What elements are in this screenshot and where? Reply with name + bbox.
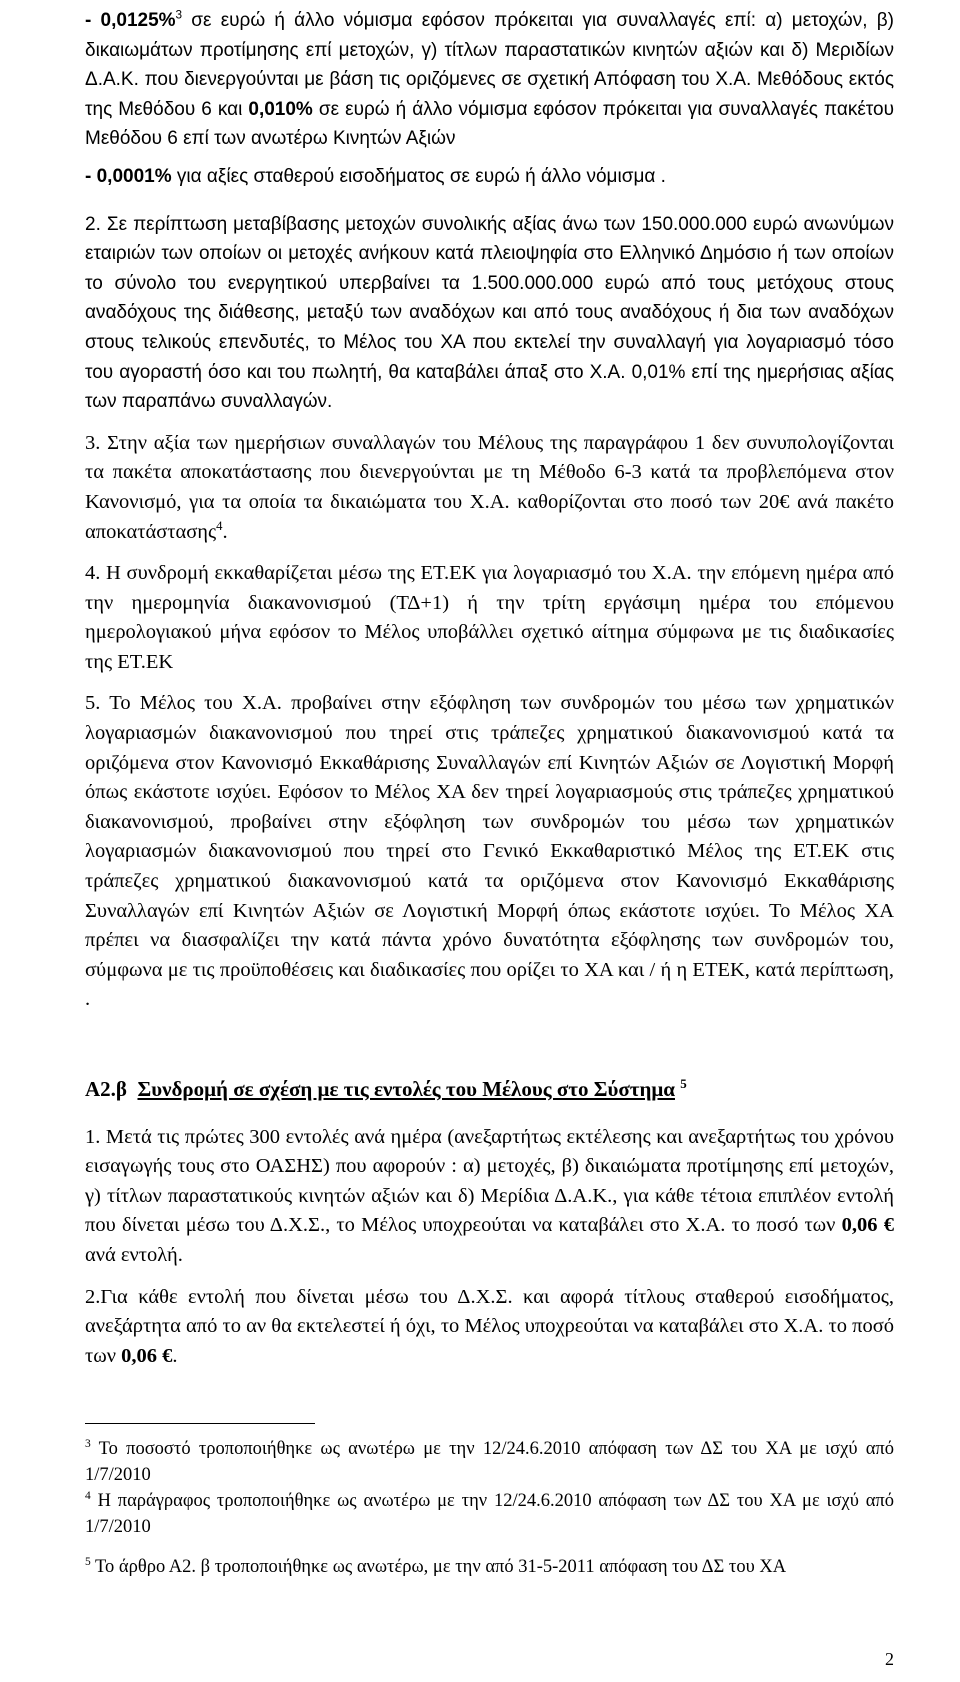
text-run: 2.Για κάθε εντολή που δίνεται μέσω του Δ.Χ.Σ. και αφορά τίτλους σταθερού εισοδήματος, ανεξάρτητα από το αν θα εκτελεστεί ή όχι, το Μέλος υποχρεούται να καταβάλει στο Χ.Α. το ποσό των: [85, 1285, 894, 1367]
text-run: σε ευρώ ή άλλο νόμισμα εφόσον πρόκειται για συναλλαγές επί: α) μετοχών, β) δικαιωμάτων προτίμησης επί μετοχών, γ) τίτλων παραστατικών κινητών αξιών και δ) Μεριδίων Δ.Α.Κ. που διενεργούνται με βάση τις οριζόμενες σε σχετική Απόφαση του Χ.Α. Μεθόδους εκτός της Μεθόδου 6 και: [85, 10, 894, 120]
footnote-ref-3[interactable]: 3: [175, 8, 183, 22]
text-run: ανά εντολή.: [85, 1243, 183, 1266]
paragraph-4: 4. Η συνδρομή εκκαθαρίζεται μέσω της ΕΤ.ΕΚ για λογαριασμό του Χ.Α. την επόμενη ημέρα από την ημερομηνία διακανονισμού (ΤΔ+1) ή την τρίτη εργάσιμη ημέρα του επόμενου ημερολογιακού μήνα εφόσον το Μέλος υποβάλλει σχετικό αίτημα σύμφωνα με τις διαδικασίες της ΕΤ.ΕΚ: [85, 562, 894, 673]
section-heading: [85, 1075, 894, 1105]
section-paragraph-2: [85, 1283, 894, 1372]
footnote-text: Το ποσοστό τροποποιήθηκε ως ανωτέρω με την 12/24.6.2010 απόφαση των ΔΣ του ΧΑ με ισχύ από 1/7/2010: [85, 1439, 894, 1486]
rate-main: - 0,0125%: [85, 10, 176, 31]
footnote-mark: 4: [85, 1490, 91, 1503]
paragraph-1-bullet-1: [85, 6, 894, 154]
footnote-3: [85, 1436, 894, 1488]
text-run: .: [222, 520, 228, 543]
footnote-ref-4[interactable]: 4: [216, 518, 223, 533]
text-run: για αξίες σταθερού εισοδήματος σε ευρώ ή άλλο νόμισμα .: [171, 165, 666, 187]
footnote-mark: 5: [85, 1556, 91, 1569]
footnote-text: Το άρθρο Α2. β τροποποιήθηκε ως ανωτέρω, με την από 31-5-2011 απόφαση του ΔΣ του ΧΑ: [90, 1557, 787, 1578]
text-run: 3. Στην αξία των ημερήσιων συναλλαγών του Μέλους της παραγράφου 1 δεν συνυπολογίζονται τα πακέτα αποκατάστασης που διενεργούνται με τη Μέθοδο 6-3 κατά τα προβλεπόμενα στον Κανονισμό, για τα οποία τα δικαιώματα του Χ.Α. καθορίζονται στο ποσό των 20€ ανά πακέτο αποκατάστασης: [85, 431, 894, 543]
footnote-text: Η παράγραφος τροποποιήθηκε ως ανωτέρω με την 12/24.6.2010 απόφαση των ΔΣ του ΧΑ με ισχύ από 1/7/2010: [85, 1491, 894, 1538]
text-run: 1. Μετά τις πρώτες 300 εντολές ανά ημέρα (ανεξαρτήτως εκτέλεσης και ανεξαρτήτως του χρόνου εισαγωγής τους στο ΟΑΣΗΣ) που αφορούν : α) μετοχές, β) δικαιώματα προτίμησης επί μετοχών, γ) τίτλων παραστατικούς κινητών αξιών και δ) Μερίδια Δ.Α.Κ., για κάθε τέτοια επιπλέον εντολή που δίνεται μέσω του Δ.Χ.Σ., το Μέλος υποχρεούται να καταβάλει στο Χ.Α. το ποσό των: [85, 1125, 894, 1237]
paragraph-3: [85, 429, 894, 547]
order-fee-fixed: 0,06 €: [121, 1344, 173, 1367]
text-run: σε ευρώ ή άλλο νόμισμα εφόσον πρόκειται για συναλλαγές πακέτου Μεθόδου 6 επί των ανωτέρω Κινητών Αξιών: [85, 98, 894, 150]
footnote-ref-5[interactable]: 5: [680, 1076, 687, 1091]
section-number: Α2.β: [85, 1077, 127, 1101]
section-title: Συνδρομή σε σχέση με τις εντολές του Μέλους στο Σύστημα: [137, 1077, 675, 1101]
footnote-mark: 3: [85, 1438, 91, 1451]
rate-block: 0,010%: [248, 98, 313, 120]
paragraph-1-bullet-2: [85, 162, 894, 192]
text-run: .: [172, 1344, 178, 1367]
order-fee: 0,06 €: [841, 1214, 894, 1237]
paragraph-5: 5. Το Μέλος του Χ.Α. προβαίνει στην εξόφληση των συνδρομών του μέσω των χρηματικών λογαριασμών διακανονισμού που τηρεί στις τράπεζες χρηματικού διακανονισμού κατά τα οριζόμενα στον Κανονισμό Εκκαθάρισης Συναλλαγών επί Κινητών Αξιών σε Λογιστική Μορφή όπως εκάστοτε ισχύει. Εφόσον το Μέλος ΧΑ δεν τηρεί λογαριασμούς στις τράπεζες χρηματικού διακανονισμού, προβαίνει στην εξόφληση των συνδρομών του μέσω των χρηματικών λογαριασμών διακανονισμού που τηρεί στο Γενικό Εκκαθαριστικό Μέλος της ΕΤ.ΕΚ στις τράπεζες χρηματικού διακανονισμού κατά τα οριζόμενα στον Κανονισμό Εκκαθάρισης Συναλλαγών επί Κινητών Αξιών σε Λογιστική Μορφή όπως εκάστοτε ισχύει. Το Μέλος ΧΑ πρέπει να διασφαλίζει την κατά πάντα χρόνο δυνατότητα εξόφλησης των συνδρομών του, σύμφωνα με τις προϋποθέσεις και διαδικασίες που ορίζει το ΧΑ και / ή η ΕΤΕΚ, κατά περίπτωση, .: [85, 692, 894, 1011]
rate-fixed-income: - 0,0001%: [85, 165, 172, 187]
footnote-separator: [85, 1423, 315, 1424]
footnote-5: [85, 1554, 894, 1580]
page-number: 2: [885, 1649, 894, 1669]
paragraph-2: 2. Σε περίπτωση μεταβίβασης μετοχών συνολικής αξίας άνω των 150.000.000 ευρώ ανωνύμων εταιριών των οποίων οι μετοχές ανήκουν κατά πλειοψηφία στο Ελληνικό Δημόσιο ή των οποίων το σύνολο του ενεργητικού υπερβαίνει τα 1.500.000.000 ευρώ από τους μετόχους στους αναδόχους της διάθεσης, μεταξύ των αναδόχων και από τους αναδόχους ή δια των αναδόχων στους τελικούς επενδυτές, το Μέλος του ΧΑ που εκτελεί την συναλλαγή για λογαριασμό τόσο του αγοραστή όσο και του πωλητή, θα καταβάλει άπαξ στο Χ.Α. 0,01% επί της ημερήσιας αξίας των παραπάνω συναλλαγών.: [85, 213, 894, 413]
footnotes: [85, 1436, 894, 1580]
section-paragraph-1: [85, 1123, 894, 1271]
footnote-4: [85, 1488, 894, 1540]
